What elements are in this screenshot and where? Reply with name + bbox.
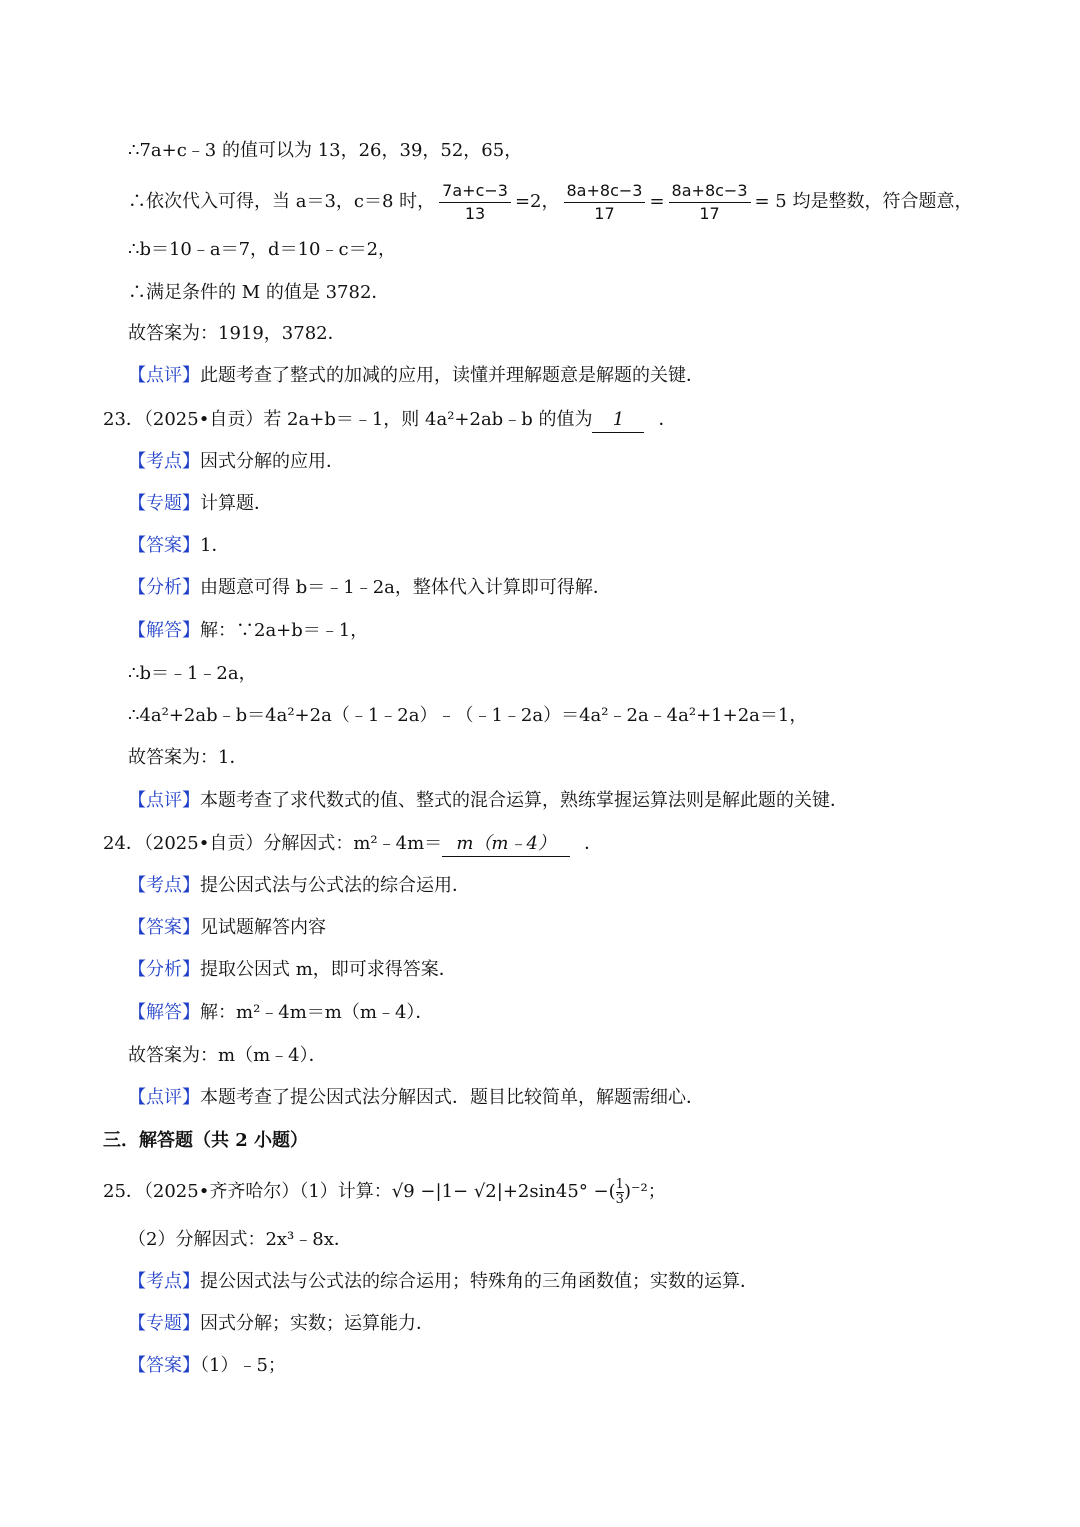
text-span: ∴7a+c﹣3 的值可以为 13，26，39，52，65， (128, 140, 523, 161)
section-tag: 【点评】 (128, 790, 200, 811)
text-span: 本题考查了求代数式的值、整式的混合运算，熟练掌握运算法则是解此题的关键． (200, 790, 848, 811)
section-tag: 【考点】 (128, 451, 200, 472)
text-line (128, 1228, 352, 1252)
section-tag: 【解答】 (128, 1002, 200, 1023)
text-line (128, 139, 522, 163)
section-tag: 【解答】 (128, 620, 200, 641)
zhuanti-line (128, 1312, 434, 1336)
comment-line (128, 789, 848, 813)
text-span: =2， (514, 191, 560, 212)
text-line (128, 281, 389, 305)
text-span: = (649, 191, 665, 212)
text-span: 23．（2025•自贡）若 2a+b＝﹣1，则 4a²+2ab﹣b 的值为 (103, 409, 593, 430)
text-span: 计算题． (200, 493, 272, 514)
fraction (564, 180, 646, 225)
text-span: 本题考查了提公因式法分解因式．题目比较简单，解题需细心． (200, 1087, 704, 1108)
answer-line (128, 534, 229, 558)
text-span: 因式分解的应用． (200, 451, 344, 472)
fraction (439, 180, 511, 225)
text-line (128, 238, 396, 262)
section-tag: 【分析】 (128, 577, 200, 598)
fraction (669, 180, 751, 225)
text-line (128, 704, 807, 728)
text-span: 由题意可得 b＝﹣1﹣2a，整体代入计算即可得解． (200, 577, 611, 598)
section-tag: 【答案】 (128, 917, 200, 938)
text-span: 25．（2025•齐齐哈尔）（1）计算：√9 −|1− √2|+2sin45° −( (103, 1181, 616, 1202)
text-span: ． (584, 833, 603, 854)
text-span: 24．（2025•自贡）分解因式：m²﹣4m＝ (103, 833, 443, 854)
text-span: （1）﹣5； (200, 1355, 286, 1376)
section-tag: 【答案】 (128, 1355, 200, 1376)
text-span: 7a+c−3 (439, 180, 511, 203)
text-span: 三．解答题（共 2 小题） (103, 1130, 309, 1151)
text-span: 故答案为：1． (128, 747, 248, 768)
section-tag: 【分析】 (128, 959, 200, 980)
zhuanti-line (128, 492, 272, 516)
answer-blank: 1 (592, 408, 644, 433)
text-span: 见试题解答内容 (200, 917, 326, 938)
section-tag: 【点评】 (128, 1087, 200, 1108)
text-line-with-fractions (128, 178, 972, 226)
text-span: ∴4a²+2ab﹣b＝4a²+2a（﹣1﹣2a）﹣（﹣1﹣2a）＝4a²﹣2a﹣4a²+1+2a＝1， (128, 705, 808, 726)
comment-tag: 【点评】 (128, 365, 200, 386)
text-span: 13 (464, 203, 486, 223)
text-span: ∴b＝10﹣a＝7，d＝10﹣c＝2， (128, 239, 397, 260)
section-tag: 【答案】 (128, 535, 200, 556)
text-span: 此题考查了整式的加减的应用，读懂并理解题意是解题的关键． (200, 365, 704, 386)
fraction (616, 1178, 624, 1207)
text-line (128, 322, 346, 346)
question-23 (103, 408, 676, 433)
comment-line (128, 1086, 704, 1110)
answer-line (128, 916, 326, 940)
text-span: = 5 均是整数，符合题意， (754, 191, 973, 212)
text-span: 解：m²﹣4m＝m（m﹣4）． (200, 1002, 434, 1023)
question-24 (103, 832, 602, 857)
text-span: 解：∵2a+b＝﹣1， (200, 620, 369, 641)
text-span: 故答案为：1919，3782． (128, 323, 346, 344)
text-span: 提公因式法与公式法的综合运用． (200, 875, 470, 896)
text-span: （2）分解因式：2x³﹣8x． (128, 1229, 352, 1250)
text-span: 8a+8c−3 (564, 180, 646, 203)
question-25 (103, 1174, 666, 1210)
kaodian-line (128, 1270, 758, 1294)
text-span: )⁻²； (623, 1181, 666, 1202)
text-span: 1． (200, 535, 230, 556)
answer-blank: m（m﹣4） (442, 832, 570, 857)
text-span: 3 (615, 1191, 624, 1207)
analysis-line (128, 576, 611, 600)
section-heading (103, 1129, 308, 1153)
kaodian-line (128, 450, 344, 474)
section-tag: 【考点】 (128, 1271, 200, 1292)
answer-line (128, 1354, 286, 1378)
text-span: 17 (594, 203, 615, 223)
analysis-line (128, 958, 457, 982)
text-span: 提取公因式 m，即可求得答案． (200, 959, 457, 980)
kaodian-line (128, 874, 470, 898)
text-span: ∴b＝﹣1﹣2a， (128, 663, 257, 684)
section-tag: 【考点】 (128, 875, 200, 896)
text-span: 提公因式法与公式法的综合运用；特殊角的三角函数值；实数的运算． (200, 1271, 758, 1292)
text-span: 故答案为：m（m﹣4）． (128, 1045, 327, 1066)
section-tag: 【专题】 (128, 1313, 200, 1334)
text-span: ∴依次代入可得，当 a＝3，c＝8 时， (128, 191, 436, 212)
text-line (128, 746, 247, 770)
text-span: 因式分解；实数；运算能力． (200, 1313, 434, 1334)
solution-line (128, 619, 368, 643)
text-span: ∴满足条件的 M 的值是 3782． (128, 282, 390, 303)
text-span: 1 (615, 1176, 624, 1192)
text-line (128, 1044, 327, 1068)
text-line (128, 662, 257, 686)
section-tag: 【专题】 (128, 493, 200, 514)
text-span: 17 (699, 203, 720, 223)
solution-line (128, 1001, 433, 1025)
text-span: ． (658, 409, 677, 430)
text-span: 8a+8c−3 (669, 180, 751, 203)
comment-line (128, 364, 704, 388)
